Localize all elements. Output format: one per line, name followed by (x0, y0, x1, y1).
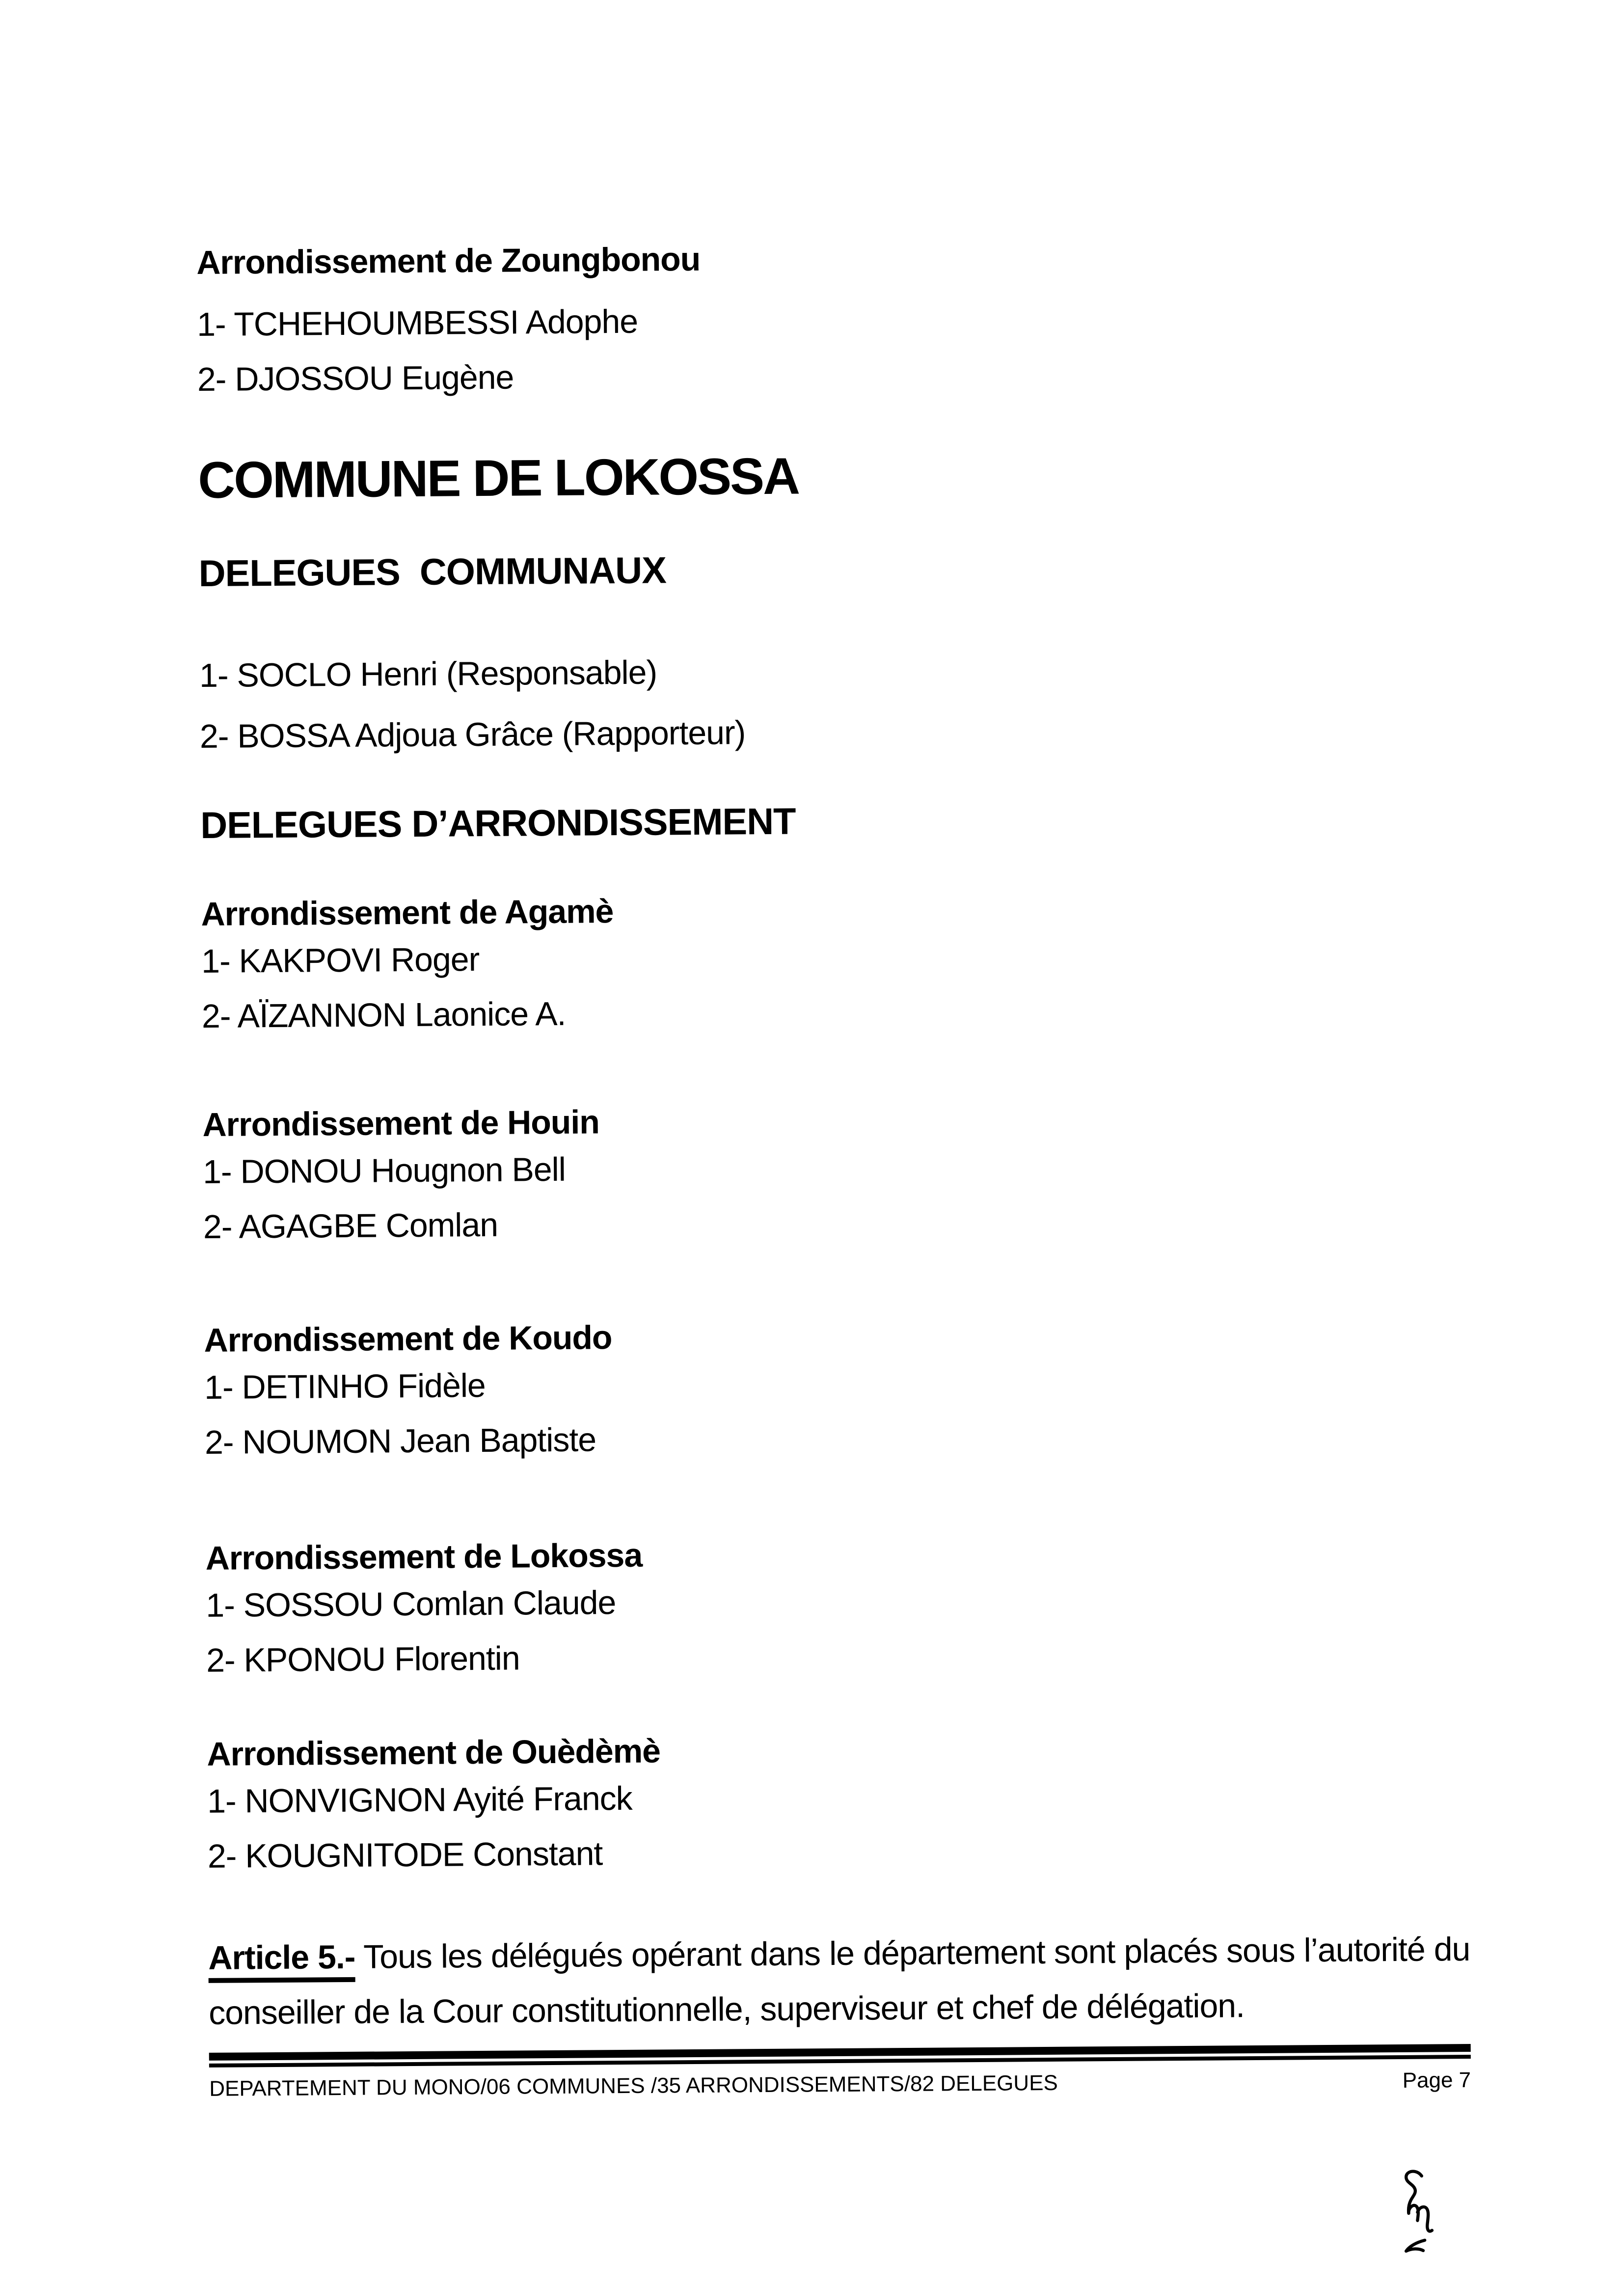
article-5-paragraph (208, 1922, 1471, 2041)
arrondissement-heading-agame: Arrondissement de Agamè (201, 893, 614, 933)
signature-mark (1380, 2168, 1448, 2261)
delegate-item: 2- BOSSA Adjoua Grâce (Rapporteur) (199, 714, 746, 755)
delegate-item: 2- AGAGBE Comlan (203, 1206, 498, 1246)
delegate-item: 2- KPONOU Florentin (206, 1639, 520, 1679)
article-5-text: Tous les délégués opérant dans le département sont placés sous l’autorité du conseiller de la Cour constitutionnelle, superviseur et chef de délégation. (208, 1930, 1470, 2032)
arrondissement-heading-ouedeme: Arrondissement de Ouèdèmè (207, 1732, 661, 1773)
delegate-item: 1- KAKPOVI Roger (201, 941, 480, 980)
arrondissement-heading-zoungbonou: Arrondissement de Zoungbonou (196, 240, 701, 281)
footer-separator (209, 2044, 1471, 2068)
page-content (196, 234, 1471, 2103)
delegate-item: 1- DETINHO Fidèle (204, 1366, 486, 1406)
delegate-item: 2- DJOSSOU Eugène (197, 358, 514, 398)
commune-title: COMMUNE DE LOKOSSA (197, 447, 799, 509)
article-5-label: Article 5.- (208, 1938, 355, 1983)
delegate-item: 1- SOCLO Henri (Responsable) (199, 653, 657, 694)
footer-page-number: Page 7 (1402, 2068, 1471, 2093)
delegues-communaux-heading: DELEGUES COMMUNAUX (198, 549, 667, 595)
delegate-item: 2- KOUGNITODE Constant (207, 1835, 603, 1875)
delegate-item: 2- AÏZANNON Laonice A. (201, 995, 566, 1035)
delegate-item: 2- NOUMON Jean Baptiste (204, 1421, 596, 1461)
delegues-arrondissement-heading: DELEGUES D’ARRONDISSEMENT (200, 800, 796, 846)
footer-department-summary: DEPARTEMENT DU MONO/06 COMMUNES /35 ARRONDISSEMENTS/82 DELEGUES (209, 2070, 1058, 2101)
handwritten-initials-icon (1380, 2168, 1448, 2261)
arrondissement-heading-houin: Arrondissement de Houin (202, 1103, 600, 1143)
page-footer (209, 2067, 1471, 2103)
delegate-item: 1- TCHEHOUMBESSI Adophe (196, 302, 638, 343)
delegate-item: 1- NONVIGNON Ayité Franck (207, 1779, 632, 1820)
delegate-item: 1- DONOU Hougnon Bell (202, 1150, 566, 1191)
arrondissement-heading-koudo: Arrondissement de Koudo (204, 1319, 612, 1359)
delegate-item: 1- SOSSOU Comlan Claude (206, 1584, 616, 1624)
arrondissement-heading-lokossa: Arrondissement de Lokossa (205, 1536, 643, 1577)
